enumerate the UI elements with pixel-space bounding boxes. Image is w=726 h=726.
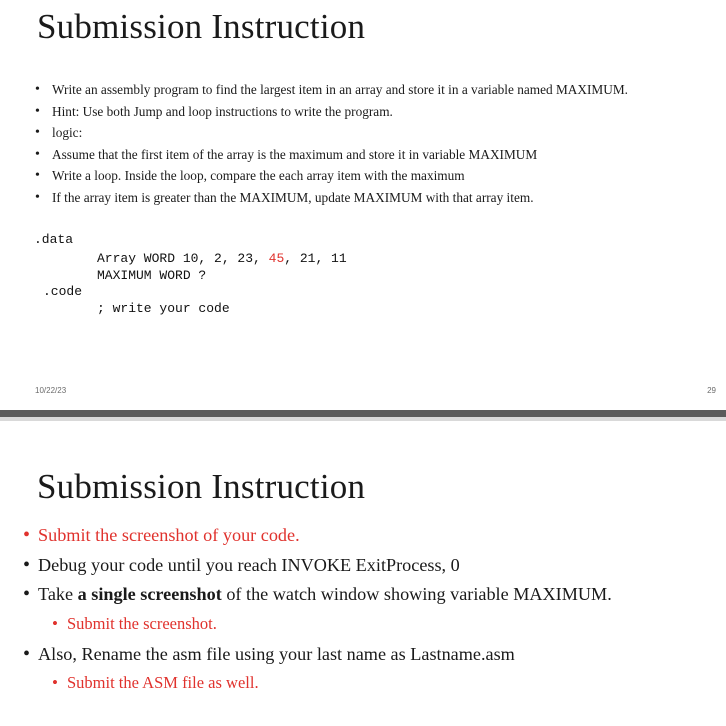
list-item: • logic:	[34, 122, 628, 144]
list-item: • Assume that the first item of the array is the maximum and store it in variable MAXIMUM	[34, 144, 628, 166]
list-item-text: Take	[38, 584, 78, 605]
slide-2	[0, 421, 726, 726]
list-item: • If the array item is greater than the MAXIMUM, update MAXIMUM with that array item.	[34, 187, 628, 209]
list-item: • Hint: Use both Jump and loop instructions to write the program.	[34, 101, 628, 123]
slide-1-title: Submission Instruction	[37, 7, 366, 46]
code-maximum-declaration: MAXIMUM WORD ?	[97, 268, 207, 283]
instruction-list	[34, 79, 628, 209]
code-array-part: , 21, 11	[284, 251, 347, 266]
submission-list	[22, 521, 612, 696]
footer-date: 10/22/23	[35, 386, 67, 395]
list-item-text: of the watch window showing variable MAXIMUM.	[221, 584, 612, 605]
code-data-directive: .data	[34, 232, 74, 247]
list-item: • Debug your code until you reach INVOKE ExitProcess, 0	[22, 551, 612, 581]
list-item	[22, 580, 612, 610]
code-array-part: Array WORD 10, 2, 23,	[97, 251, 269, 266]
slide-separator	[0, 410, 726, 417]
code-code-directive: .code	[43, 284, 83, 299]
list-item: • Write a loop. Inside the loop, compare the each array item with the maximum	[34, 165, 628, 187]
page-number: 29	[707, 386, 716, 395]
slide-2-title: Submission Instruction	[37, 467, 366, 506]
sub-list-item: • Submit the screenshot.	[22, 610, 612, 637]
list-item: • Write an assembly program to find the largest item in an array and store it in a variable named MAXIMUM.	[34, 79, 628, 101]
code-array-declaration	[97, 251, 347, 266]
sub-list-item: • Submit the ASM file as well.	[22, 669, 612, 696]
code-array-highlight: 45	[268, 251, 285, 266]
code-comment: ; write your code	[97, 301, 230, 316]
list-item-bold-text: a single screenshot	[77, 584, 222, 605]
list-item: • Also, Rename the asm file using your last name as Lastname.asm	[22, 640, 612, 670]
list-item: • Submit the screenshot of your code.	[22, 521, 612, 551]
